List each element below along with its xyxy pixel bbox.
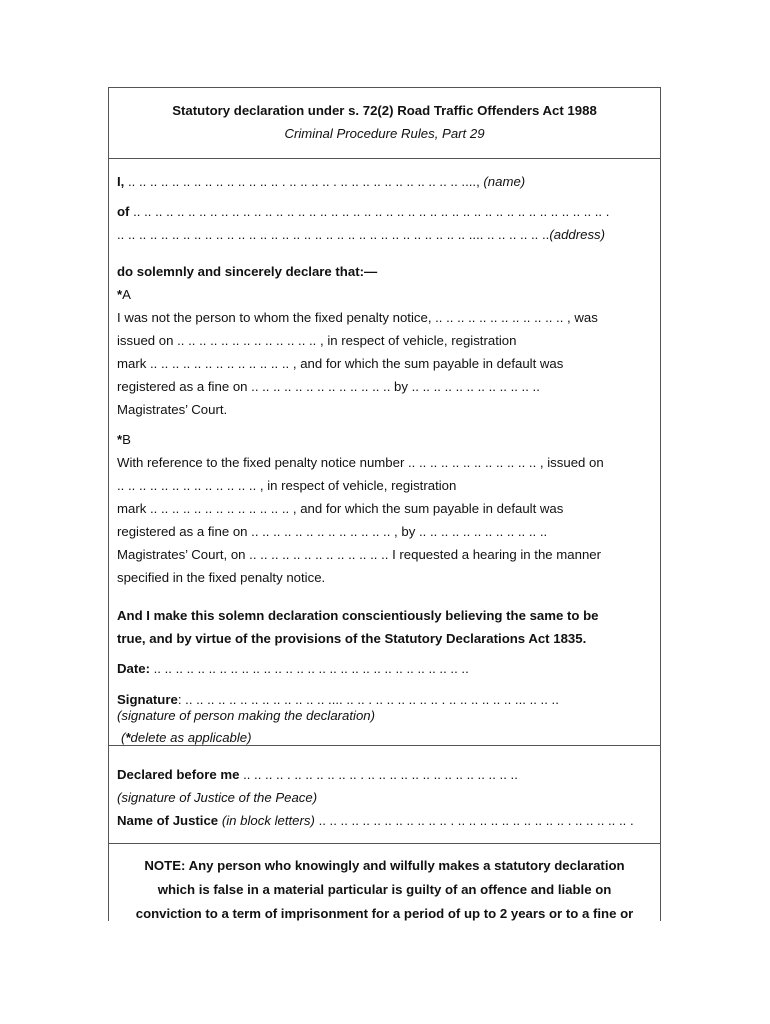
declaration-body bbox=[109, 158, 660, 745]
option-b-line: registered as a fine on .. .. .. .. .. .. .. .. .. .. .. .. .. , by .. .. .. .. .. .. .. .. .. .. .. .. bbox=[117, 524, 548, 539]
note-section bbox=[109, 843, 660, 921]
option-b-marker: *B bbox=[117, 432, 131, 447]
justice-name-line: Name of Justice (in block letters) .. .. .. .. .. .. .. .. .. .. .. .. . .. .. .. .. .. .. .. .. .. .. . .. .. .. .. .. . bbox=[117, 813, 634, 828]
option-b-line: Magistrates’ Court, on .. .. .. .. .. .. .. .. .. .. .. .. .. I requested a hearing in the manner bbox=[117, 547, 602, 562]
date-line: Date: .. .. .. .. .. .. .. .. .. .. .. .. .. .. .. .. .. .. .. .. .. .. .. .. .. .. .. .. .. bbox=[117, 661, 469, 676]
option-b-line: With reference to the fixed penalty notice number .. .. .. .. .. .. .. .. .. .. .. .. , issued on bbox=[117, 455, 604, 470]
address-field[interactable]: .. .. .. .. .. .. .. .. .. .. .. .. .. .. .. .. .. .. .. .. .. .. .. .. .. .. .. .. .. .. .. .. .. .. .. .. .. .. .. .. .. .. .. . bbox=[129, 204, 610, 219]
name-line: I, .. .. .. .. .. .. .. .. .. .. .. .. .. .. . .. .. .. .. . .. .. .. .. .. .. .. .. .. .. .. ...., (name) bbox=[117, 174, 526, 189]
declared-field[interactable]: .. .. .. .. . .. .. .. .. .. .. . .. .. .. .. .. .. .. .. .. .. .. .. .. .. bbox=[239, 767, 518, 782]
justice-name-field[interactable]: .. .. .. .. .. .. .. .. .. .. .. .. . .. .. .. .. .. .. .. .. .. .. . .. .. .. .. .. . bbox=[314, 813, 634, 828]
note-line: which is false in a material particular is guilty of an offence and liable on bbox=[157, 882, 612, 897]
solemn-line: true, and by virtue of the provisions of the Statutory Declarations Act 1835. bbox=[117, 631, 587, 646]
note-line: conviction to a term of imprisonment for a period of up to 2 years or to a fine or bbox=[135, 906, 634, 921]
signature-hint: (signature of person making the declaration) bbox=[117, 708, 376, 723]
address-field-2[interactable]: .. .. .. .. .. .. .. .. .. .. .. .. .. .. .. .. .. .. .. .. .. .. .. .. .. .. .. .. .. .. .. .. .... .. .. .. .. .. .. bbox=[117, 227, 550, 242]
form-header bbox=[109, 88, 660, 158]
solemn-line: And I make this solemn declaration conscientiously believing the same to be bbox=[117, 608, 599, 623]
form-title: Statutory declaration under s. 72(2) Road Traffic Offenders Act 1988 bbox=[172, 103, 597, 118]
form-subtitle: Criminal Procedure Rules, Part 29 bbox=[284, 126, 485, 141]
option-b-line: specified in the fixed penalty notice. bbox=[117, 570, 326, 585]
option-b-line: mark .. .. .. .. .. .. .. .. .. .. .. .. .. , and for which the sum payable in default was bbox=[117, 501, 564, 516]
name-field[interactable]: .. .. .. .. .. .. .. .. .. .. .. .. .. .. . .. .. .. .. . .. .. .. .. .. .. .. .. .. .. .. ...., bbox=[124, 174, 484, 189]
declaration-form bbox=[108, 87, 661, 921]
address-line: of .. .. .. .. .. .. .. .. .. .. .. .. .. .. .. .. .. .. .. .. .. .. .. .. .. .. .. .. .. .. .. .. .. .. .. .. .. .. .. .. .. .. .. . bbox=[117, 204, 610, 219]
option-a-line: Magistrates’ Court. bbox=[117, 402, 228, 417]
option-a-line: registered as a fine on .. .. .. .. .. .. .. .. .. .. .. .. .. by .. .. .. .. .. .. .. .. .. .. .. .. bbox=[117, 379, 540, 394]
delete-note: (*delete as applicable) bbox=[121, 730, 252, 745]
option-a-line: issued on .. .. .. .. .. .. .. .. .. .. .. .. .. , in respect of vehicle, registration bbox=[117, 333, 517, 348]
signature-field[interactable]: : .. .. .. .. .. .. .. .. .. .. .. .. .. .... .. .. . .. .. .. .. .. .. . .. .. .. .. .. .. ... .. .. .. bbox=[177, 692, 559, 707]
option-a-line: I was not the person to whom the fixed penalty notice, .. .. .. .. .. .. .. .. .. .. .. .. , was bbox=[117, 310, 598, 325]
option-a-marker: *A bbox=[117, 287, 131, 302]
declare-heading: do solemnly and sincerely declare that:— bbox=[117, 264, 378, 279]
justice-signature-hint: (signature of Justice of the Peace) bbox=[117, 790, 318, 805]
option-a-line: mark .. .. .. .. .. .. .. .. .. .. .. .. .. , and for which the sum payable in default was bbox=[117, 356, 564, 371]
signature-line: Signature: .. .. .. .. .. .. .. .. .. .. .. .. .. .... .. .. . .. .. .. .. .. .. . .. .. .. .. .. .. ... .. .. .. bbox=[117, 692, 559, 707]
date-field[interactable]: .. .. .. .. .. .. .. .. .. .. .. .. .. .. .. .. .. .. .. .. .. .. .. .. .. .. .. .. .. bbox=[149, 661, 469, 676]
justice-section bbox=[109, 745, 660, 843]
note-line: NOTE: Any person who knowingly and wilfully makes a statutory declaration bbox=[144, 858, 625, 873]
option-b-line: .. .. .. .. .. .. .. .. .. .. .. .. .. , in respect of vehicle, registration bbox=[117, 478, 457, 493]
address-line-2: .. .. .. .. .. .. .. .. .. .. .. .. .. .. .. .. .. .. .. .. .. .. .. .. .. .. .. .. .. .. .. .. .... .. .. .. .. .. ..(address) bbox=[117, 227, 606, 242]
declared-line: Declared before me .. .. .. .. . .. .. .. .. .. .. . .. .. .. .. .. .. .. .. .. .. .. .. .. .. bbox=[117, 767, 518, 782]
